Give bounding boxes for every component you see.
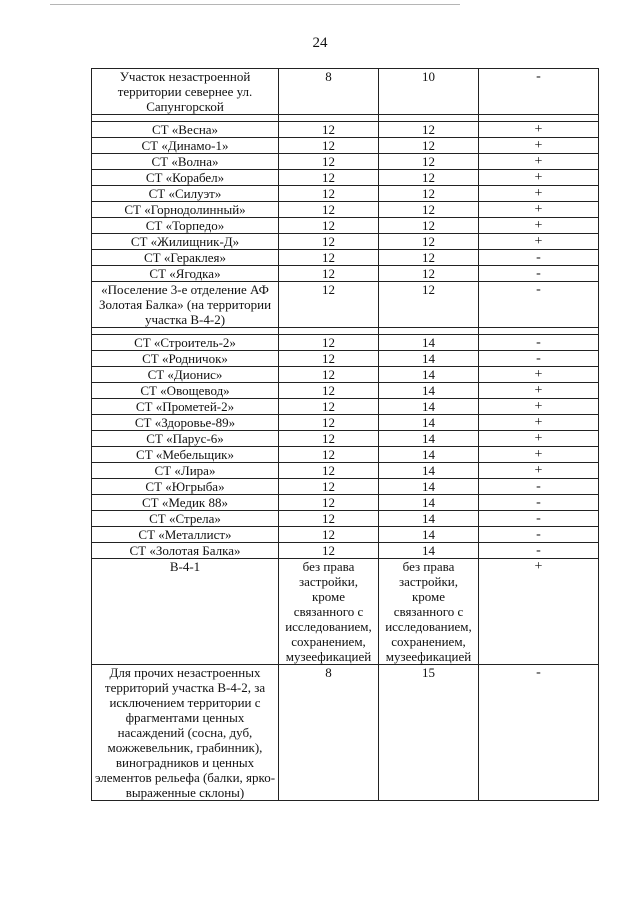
col3-cell: 12 (379, 122, 479, 138)
col2-cell: 12 (279, 154, 379, 170)
table-separator-row (92, 328, 599, 335)
col3-cell: 14 (379, 463, 479, 479)
col3-cell: 15 (379, 665, 479, 801)
table-row (92, 479, 599, 495)
col3-cell: 12 (379, 138, 479, 154)
col2-cell: 12 (279, 447, 379, 463)
table-row (92, 69, 599, 115)
col2-cell: 12 (279, 335, 379, 351)
table-row (92, 415, 599, 431)
name-cell: СТ «Жилищник-Д» (92, 234, 279, 250)
name-cell: СТ «Овощевод» (92, 383, 279, 399)
table-row (92, 447, 599, 463)
status-cell: - (479, 511, 599, 527)
status-cell: - (479, 351, 599, 367)
col3-cell: 10 (379, 69, 479, 115)
name-cell: СТ «Весна» (92, 122, 279, 138)
table-row (92, 495, 599, 511)
table-row (92, 463, 599, 479)
col2-cell: 12 (279, 463, 379, 479)
col2-cell: 8 (279, 665, 379, 801)
col2-cell: 12 (279, 170, 379, 186)
status-cell: + (479, 138, 599, 154)
col3-cell: 12 (379, 170, 479, 186)
status-cell: + (479, 415, 599, 431)
status-cell: + (479, 399, 599, 415)
separator-cell (279, 115, 379, 122)
col3-cell: 14 (379, 431, 479, 447)
table-row (92, 122, 599, 138)
col2-cell: 12 (279, 202, 379, 218)
separator-cell (279, 328, 379, 335)
table-row (92, 431, 599, 447)
col3-cell: 12 (379, 250, 479, 266)
col2-cell: 12 (279, 399, 379, 415)
separator-cell (479, 328, 599, 335)
status-cell: + (479, 463, 599, 479)
table-row (92, 351, 599, 367)
col3-cell: 14 (379, 415, 479, 431)
name-cell: СТ «Горнодолинный» (92, 202, 279, 218)
col3-cell: 14 (379, 479, 479, 495)
status-cell: - (479, 69, 599, 115)
table-row (92, 186, 599, 202)
col3-cell: 14 (379, 447, 479, 463)
col3-cell: 14 (379, 351, 479, 367)
status-cell: + (479, 431, 599, 447)
separator-cell (92, 328, 279, 335)
table-row (92, 559, 599, 665)
separator-cell (92, 115, 279, 122)
col2-cell: 8 (279, 69, 379, 115)
status-cell: + (479, 234, 599, 250)
status-cell: + (479, 202, 599, 218)
col2-cell: 12 (279, 218, 379, 234)
table-row (92, 202, 599, 218)
status-cell: + (479, 122, 599, 138)
name-cell: СТ «Золотая Балка» (92, 543, 279, 559)
col3-cell: 12 (379, 186, 479, 202)
name-cell: СТ «Мебельщик» (92, 447, 279, 463)
col3-cell: 12 (379, 202, 479, 218)
col2-cell: 12 (279, 431, 379, 447)
col2-cell: 12 (279, 527, 379, 543)
name-cell: СТ «Стрела» (92, 511, 279, 527)
col3-cell: 14 (379, 367, 479, 383)
status-cell: - (479, 543, 599, 559)
col3-cell: 14 (379, 495, 479, 511)
table-row (92, 399, 599, 415)
name-cell: СТ «Дионис» (92, 367, 279, 383)
name-cell: СТ «Здоровье-89» (92, 415, 279, 431)
status-cell: + (479, 218, 599, 234)
status-cell: - (479, 282, 599, 328)
table-row (92, 154, 599, 170)
col2-cell: 12 (279, 351, 379, 367)
col3-cell: 14 (379, 511, 479, 527)
separator-cell (379, 328, 479, 335)
table-row (92, 543, 599, 559)
table-row (92, 170, 599, 186)
table-row (92, 383, 599, 399)
col2-cell: 12 (279, 479, 379, 495)
name-cell: СТ «Строитель-2» (92, 335, 279, 351)
page-number: 24 (312, 35, 328, 51)
name-cell: СТ «Торпедо» (92, 218, 279, 234)
table-row (92, 250, 599, 266)
status-cell: + (479, 383, 599, 399)
table-row (92, 266, 599, 282)
name-cell: «Поселение 3-е отделение АФ Золотая Балка» (на территории участка В-4-2) (92, 282, 279, 328)
col3-cell: 12 (379, 154, 479, 170)
separator-cell (479, 115, 599, 122)
name-cell: СТ «Прометей-2» (92, 399, 279, 415)
separator-cell (379, 115, 479, 122)
col2-cell: 12 (279, 511, 379, 527)
status-cell: + (479, 186, 599, 202)
col2-cell: 12 (279, 415, 379, 431)
col2-cell: 12 (279, 186, 379, 202)
top-rule (50, 4, 460, 5)
zoning-table (91, 68, 599, 801)
table-row (92, 335, 599, 351)
table-row (92, 218, 599, 234)
name-cell: СТ «Динамо-1» (92, 138, 279, 154)
col2-cell: без права застройки, кроме связанного с исследованием, сохранением, музеефикацией (279, 559, 379, 665)
col3-cell: 12 (379, 266, 479, 282)
name-cell: СТ «Медик 88» (92, 495, 279, 511)
table-row (92, 665, 599, 801)
name-cell: СТ «Корабел» (92, 170, 279, 186)
col2-cell: 12 (279, 250, 379, 266)
table-row (92, 138, 599, 154)
status-cell: - (479, 250, 599, 266)
name-cell: Участок незастроенной территории севернее ул. Сапунгорской (92, 69, 279, 115)
status-cell: - (479, 266, 599, 282)
status-cell: - (479, 495, 599, 511)
name-cell: Для прочих незастроенных территорий участка В-4-2, за исключением территории с фрагментами ценных насаждений (сосна, дуб, можжевельник, грабинник), виноградников и ценных элементов рельефа (балки, ярко-выраженные склоны) (92, 665, 279, 801)
status-cell: + (479, 559, 599, 665)
status-cell: - (479, 335, 599, 351)
name-cell: СТ «Волна» (92, 154, 279, 170)
status-cell: + (479, 447, 599, 463)
status-cell: - (479, 479, 599, 495)
table-row (92, 234, 599, 250)
table-row (92, 367, 599, 383)
table-body (92, 69, 599, 801)
col3-cell: 12 (379, 234, 479, 250)
table-row (92, 511, 599, 527)
name-cell: СТ «Родничок» (92, 351, 279, 367)
col3-cell: 14 (379, 543, 479, 559)
col2-cell: 12 (279, 234, 379, 250)
col2-cell: 12 (279, 122, 379, 138)
status-cell: + (479, 367, 599, 383)
col3-cell: 14 (379, 527, 479, 543)
name-cell: СТ «Металлист» (92, 527, 279, 543)
col2-cell: 12 (279, 282, 379, 328)
name-cell: В-4-1 (92, 559, 279, 665)
col2-cell: 12 (279, 495, 379, 511)
table-row (92, 527, 599, 543)
name-cell: СТ «Парус-6» (92, 431, 279, 447)
col2-cell: 12 (279, 138, 379, 154)
col2-cell: 12 (279, 543, 379, 559)
status-cell: - (479, 527, 599, 543)
col3-cell: 14 (379, 335, 479, 351)
name-cell: СТ «Гераклея» (92, 250, 279, 266)
name-cell: СТ «Ягодка» (92, 266, 279, 282)
col2-cell: 12 (279, 367, 379, 383)
name-cell: СТ «Силуэт» (92, 186, 279, 202)
status-cell: - (479, 665, 599, 801)
table-row (92, 282, 599, 328)
status-cell: + (479, 154, 599, 170)
col3-cell: 12 (379, 218, 479, 234)
col2-cell: 12 (279, 383, 379, 399)
col3-cell: 14 (379, 383, 479, 399)
col3-cell: без права застройки, кроме связанного с исследованием, сохранением, музеефикацией (379, 559, 479, 665)
name-cell: СТ «Югрыба» (92, 479, 279, 495)
col3-cell: 14 (379, 399, 479, 415)
table-separator-row (92, 115, 599, 122)
status-cell: + (479, 170, 599, 186)
col3-cell: 12 (379, 282, 479, 328)
name-cell: СТ «Лира» (92, 463, 279, 479)
col2-cell: 12 (279, 266, 379, 282)
